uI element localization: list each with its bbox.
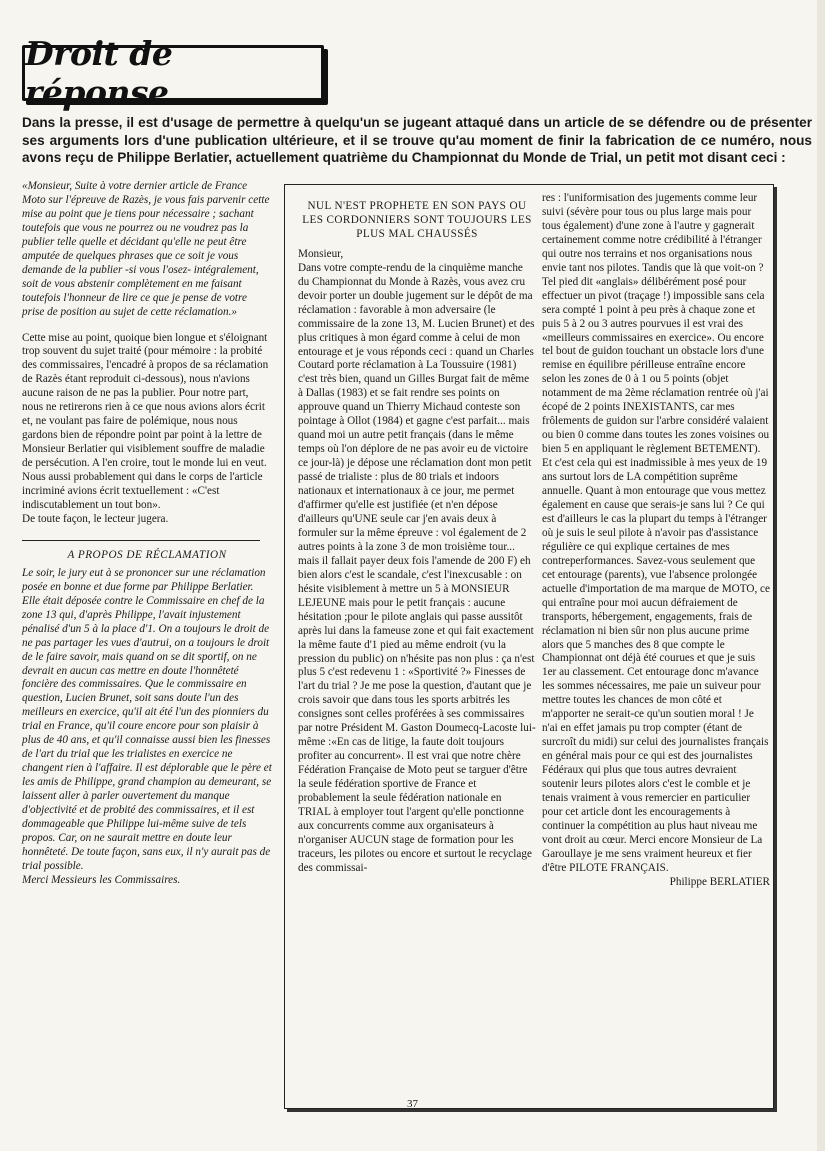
editor-reply: Cette mise au point, quoique bien longue et s'éloignant trop souvent du sujet traité (pour mémoire : la probité des commissaires, l'encadré à propos de sa réclamation de Razès étant reproduit ci-dessous), nous n'avions aucune raison de ne pas la publier. Pour notre part, nous ne retirerons rien à ce que nous avions alors écrit et, ne voulant pas faire de polémique, nous nous gardons bien de répondre point par point à la lettre de Monsieur Berlatier qui visiblement souffre de maladie de persécution. A l'en croire, tout le monde lui en veut. Nous aussi probablement qui dans le corps de l'article incriminé avions écrit textuellement : «C'est indiscutablement un tout bon». bbox=[22, 331, 269, 511]
reclamation-heading: A PROPOS DE RÉCLAMATION bbox=[67, 548, 227, 561]
letter-body-2: res : l'uniformisation des jugements comme leur suivi (sévère pour tous ou plus large mais pour tous également) d'une zone à l'autre y gagnerait certainement comme notre crédibilité à l'étranger qui outre nos terrains et nos organisations nous envie tant nos pilotes. Tandis que là que voit-on ? Tel pied dit «anglais» délibérément posé pour effectuer un pivot (traçage !) impossible sans cela sera compté 1 point à peu près à chaque zone et puis 5 à 2 ou 3 autres pourvues il est vrai des «meilleurs commissaires en exercice». Ou encore tel bout de guidon touchant un obstacle lors d'une remise en équilibre périlleuse entraîne encore selon les zones de 0 à 1 ou 5 points (objet notamment de ma 2ème réclamation rentrée où j'ai écopé de 2 points INEXISTANTS, car mes frôlements de guidon sur l'arbre considéré valaient ou bien 0 comme dans toutes les zones voisines ou bien 5 en appliquant le règlement BETEMENT). Et c'est cela qui est inadmissible à mes yeux de 19 ans surtout lors de LA compétition suprême annuelle. Quant à mon entourage que vous mettez également en cause que serais-je sans lui ? Ce qui est d'ailleurs le cas la plupart du temps à l'étranger où je suis le seul pilote à n'avoir pas d'assistance régulière ce qui explique certaines de mes contreperformances. Savez-vous seulement que cet entourage (parents), vue l'absence prolongée actuelle d'importation de ma marque de MOTO, ce qui entraîne pour moi aucun défraiement de transports, hébergement, engagements, frais de réclamation ni bien sûr non plus aucune prime alors que 5 manches des 8 que compte le Championnat ont déjà été courues et que je suis 1er au classement. Cet entourage donc m'avance les sommes nécessaires, me paie un suiveur pour mettre toutes les chances de mon côté et m'apporter ne serait-ce qu'un soutien moral ! Je n'ai en effet jamais pu trop compter (étant de surcroît du midi) sur celui des journalistes français en général mais pour ce qui est des journalistes Fédéraux qui plus que tous autres devraient soutenir leurs pilotes alors c'est le comble et je tenais vraiment à vous remercier en particulier pour cet article dont les encouragements à continuer la compétition au plus haut niveau me vont droit au cœur. Merci encore Monsieur de La Garoullaye je me sens vraiment heureux et fier d'être PILOTE FRANÇAIS. bbox=[542, 192, 770, 874]
left-column bbox=[22, 180, 272, 888]
reclamation-text: Le soir, le jury eut à se prononcer sur une réclamation posée en bonne et due forme par Philippe Berlatier. Elle était déposée contre le Commissaire en chef de la zone 13 qui, d'après Philippe, l'avait injustement pénalisé d'un 5 à la place d'1. On a toujours le droit de ne pas partager les vues d'autrui, on a toujours le droit de le faire savoir, mais quand on se dit sportif, on ne devrait en aucun cas mettre en doute l'honnêteté foncière des commissaires. Que le commissaire en question, Lucien Brunet, soit sans doute l'un des meilleurs en exercice, qu'il ait été l'un des pionniers du trial en France, qu'il coure encore pour son plaisir à plus de 40 ans, et qu'il connaisse aussi bien les finesses de l'art du trial que les trialistes en exercice ne changent rien à l'affaire. Il est déplorable que le père et les amis de Philippe, grand champion au demeurant, se laissent aller à parler ouvertement du manque d'objectivité et de probité des commissaires, et il est dommageable que Philippe lui-même suive de tels propos. Car, on ne saurait mettre en doute leur honnêteté. De toute façon, sans eux, il n'y aurait pas de trial possible. bbox=[22, 566, 272, 872]
letter-salutation: Monsieur, bbox=[298, 247, 344, 260]
letter-column-1 bbox=[298, 200, 536, 876]
quoted-letter: «Monsieur, Suite à votre dernier article de France Moto sur l'épreuve de Razès, je vous fais parvenir cette mise au point que je tiens pour nécessaire ; sachant toutefois que vous ne pourrez ou ne voudrez pas la publier telle quelle et décidant qu'elle ne peut être amputée de quelques phrases que ce soit je vous demande de la publier -si vous l'osez- intégralement, soit de vous abstenir complètement en me faisant toutefois l'honneur de lire ce que je pense de votre prise de position au sujet de cette réclamation.» bbox=[22, 180, 270, 318]
letter-signature: Philippe BERLATIER bbox=[669, 875, 770, 888]
page-number: 37 bbox=[407, 1098, 418, 1110]
letter-column-2 bbox=[542, 192, 770, 890]
section-divider bbox=[22, 540, 260, 541]
reclamation-end: Merci Messieurs les Commissaires. bbox=[22, 873, 181, 886]
title-banner bbox=[22, 34, 324, 112]
intro-paragraph: Dans la presse, il est d'usage de permettre à quelqu'un se jugeant attaqué dans un article de se défendre ou de présenter ses arguments lors d'une publication ultérieure, et il se trouve qu'au moment de finir la fabrication de ce numéro, nous avons reçu de Philippe Berlatier, actuellement quatrième du Championnat du Monde de Trial, un petit mot disant ceci : bbox=[22, 115, 812, 165]
letter-body-1: Dans votre compte-rendu de la cinquième manche du Championnat du Monde à Razès, vous avez cru devoir porter un double jugement sur le dépôt de ma réclamation : favorable à mon adversaire (le commissaire de la zone 13, M. Lucien Brunet) et des plus critiques à mon égard comme à celui de mon entourage et je vous réponds ceci : quand un Charles Coutard porte réclamation à La Toussuire (1981) c'est très bien, quand un Gilles Burgat fait de même à Dallas (1983) et se fait rendre ses points on approuve quand un Thierry Michaud conteste son pointage à Ollot (1984) et gagne c'est parfait... mais quand moi un autre petit français (dans le même temps où l'on déplore de ne pas avoir eu de victoire ce jour-là) je dépose une réclamation dont mon petit passé de trialiste : plus de 80 trials et indoors nationaux et internationaux à ce jour, me permet d'affirmer qu'elle est justifiée (et n'en dépose d'ailleurs qu'UNE seule car j'en avais deux à formuler sur la même épreuve : vol également de 2 autres points à la zone 3 de mon troisième tour... mais il fallait payer deux fois l'amende de 200 F) eh bien alors c'est le scandale, c'est l'inexcusable : on hésite visiblement à mettre un 5 à MONSIEUR LEJEUNE mais pour le petit français : aucune hésitation ;pour le pilote anglais qui passe aussitôt après lui dans la fameuse zone et qui fait exactement la même faute d'1 pied au même endroit (vu la pression du public) on n'hésite pas non plus : ça n'est plus 5 c'est redevenu 1 : «Sportivité ?» Finesses de l'art du trial ? Je me pose la question, d'autant que je crois savoir que dans tous les sports arbitrés les consignes sont celles proférées à ses commissaires par notre Président M. Gaston Doumecq-Lacoste lui-même :«En cas de litige, la faute doit toujours profiter au concurrent». Il est vrai que notre chère Fédération Française de Moto peut se targuer d'être la seule fédération sportive de France et probablement la seule fédération nationale en TRIAL à employer tout l'argent qu'elle ponctionne aux concurrents comme aux organisateurs à n'organiser AUCUN stage de formation pour les traceurs, les pilotes ou encore et surtout le recyclage des commissai- bbox=[298, 261, 536, 874]
page-edge bbox=[817, 0, 825, 1151]
editor-reply-end: De toute façon, le lecteur jugera. bbox=[22, 512, 169, 525]
letter-heading: NUL N'EST PROPHETE EN SON PAYS OU LES CORDONNIERS SONT TOUJOURS LES PLUS MAL CHAUSSÉS bbox=[302, 200, 532, 240]
page-title: Droit de réponse bbox=[25, 34, 173, 112]
